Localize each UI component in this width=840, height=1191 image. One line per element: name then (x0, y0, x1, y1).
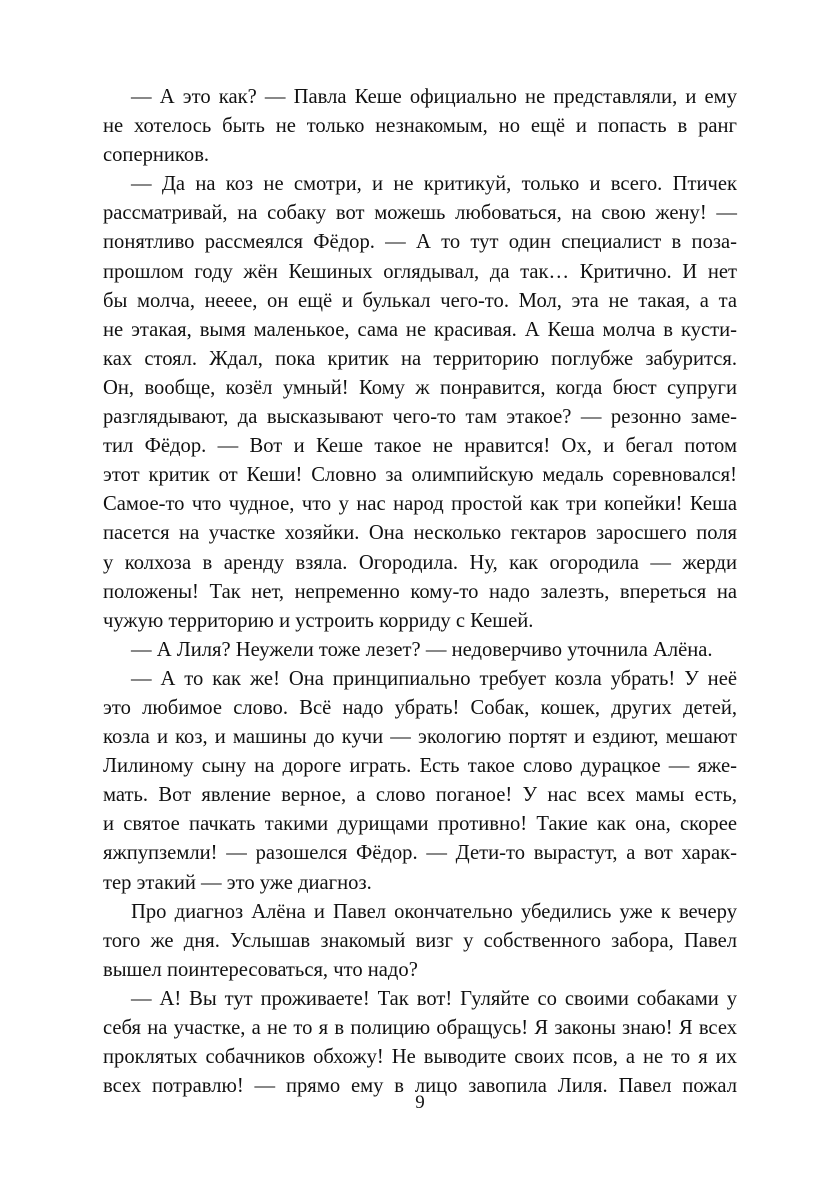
text-line: Самое-то что чудное, что у нас народ простой как три копейки! Кеша (103, 493, 737, 516)
text-line: соперников. (103, 144, 210, 167)
text-line: вышел поинтересоваться, что надо? (103, 958, 418, 981)
text-line: не хотелось быть не только незнакомым, но ещё и попасть в ранг (103, 115, 737, 138)
paragraph (103, 170, 737, 636)
text-line: положены! Так нет, непременно кому-то надо залезть, впереться на (103, 580, 737, 603)
text-line: всех потравлю! — прямо ему в лицо завопила Лиля. Павел пожал (103, 1075, 737, 1098)
text-line: проклятых собачников обхожу! Не выводите своих псов, а не то я их (103, 1046, 737, 1069)
text-line: — Да на коз не смотри, и не критикуй, только и всего. Птичек (131, 173, 737, 196)
text-line: и святое пачкать такими дурищами противно! Такие как она, скорее (103, 813, 737, 836)
text-line: тер этакий — это уже диагноз. (103, 871, 372, 894)
text-line: — А Лиля? Неужели тоже лезет? — недоверчиво уточнила Алёна. (131, 638, 713, 661)
text-line: ках стоял. Ждал, пока критик на территорию поглубже забурится. (103, 347, 737, 370)
paragraph (103, 665, 737, 898)
paragraph (103, 83, 737, 170)
text-line: разглядывают, да высказывают чего-то там этакое? — резонно заме- (103, 406, 737, 429)
text-line: тил Фёдор. — Вот и Кеше такое не нравится! Ох, и бегал потом (103, 435, 737, 458)
text-line: — А это как? — Павла Кеше официально не представляли, и ему (131, 86, 737, 108)
text-line: не этакая, вымя маленькое, сама не красивая. А Кеша молча в кусти- (103, 318, 737, 341)
paragraph (103, 985, 737, 1101)
text-line: яжпупземли! — разошелся Фёдор. — Дети-то вырастут, а вот харак- (103, 842, 737, 865)
text-line: у колхоза в аренду взяла. Огородила. Ну, как огородила — жерди (103, 551, 737, 574)
text-line: прошлом году жён Кешиных оглядывал, да так… Критично. И нет (103, 260, 737, 283)
text-line: чужую территорию и устроить корриду с Кешей. (103, 609, 534, 632)
text-line: Про диагноз Алёна и Павел окончательно убедились уже к вечеру (131, 900, 737, 923)
text-line: рассматривай, на собаку вот можешь любоваться, на свою жену! — (103, 202, 737, 225)
text-line: понятливо рассмеялся Фёдор. — А то тут один специалист в поза- (103, 231, 737, 254)
text-line: пасется на участке хозяйки. Она несколько гектаров заросшего поля (103, 522, 737, 545)
paragraph (103, 636, 737, 665)
text-line: того же дня. Услышав знакомый визг у собственного забора, Павел (103, 929, 737, 952)
text-line: бы молча, нееее, он ещё и булькал чего-то. Мол, эта не такая, а та (103, 289, 737, 312)
text-line: — А! Вы тут проживаете! Так вот! Гуляйте со своими собаками у (131, 987, 737, 1010)
body-text (103, 83, 737, 1101)
text-line: себя на участке, а не то я в полицию обращусь! Я законы знаю! Я всех (103, 1017, 737, 1039)
text-line: мать. Вот явление верное, а слово поганое! У нас всех мамы есть, (103, 784, 737, 807)
text-line: Он, вообще, козёл умный! Кому ж понравится, когда бюст супруги (103, 376, 737, 399)
text-line: это любимое слово. Всё надо убрать! Собак, кошек, других детей, (103, 696, 737, 719)
text-line: козла и коз, и машины до кучи — экологию портят и ездиют, мешают (103, 726, 737, 749)
page-number: 9 (415, 1092, 425, 1113)
paragraph (103, 898, 737, 985)
text-line: этот критик от Кеши! Словно за олимпийскую медаль соревновался! (103, 464, 737, 487)
text-line: — А то как же! Она принципиально требует козла убрать! У неё (131, 667, 737, 690)
text-line: Лилиному сыну на дороге играть. Есть такое слово дурацкое — яже- (103, 755, 737, 778)
